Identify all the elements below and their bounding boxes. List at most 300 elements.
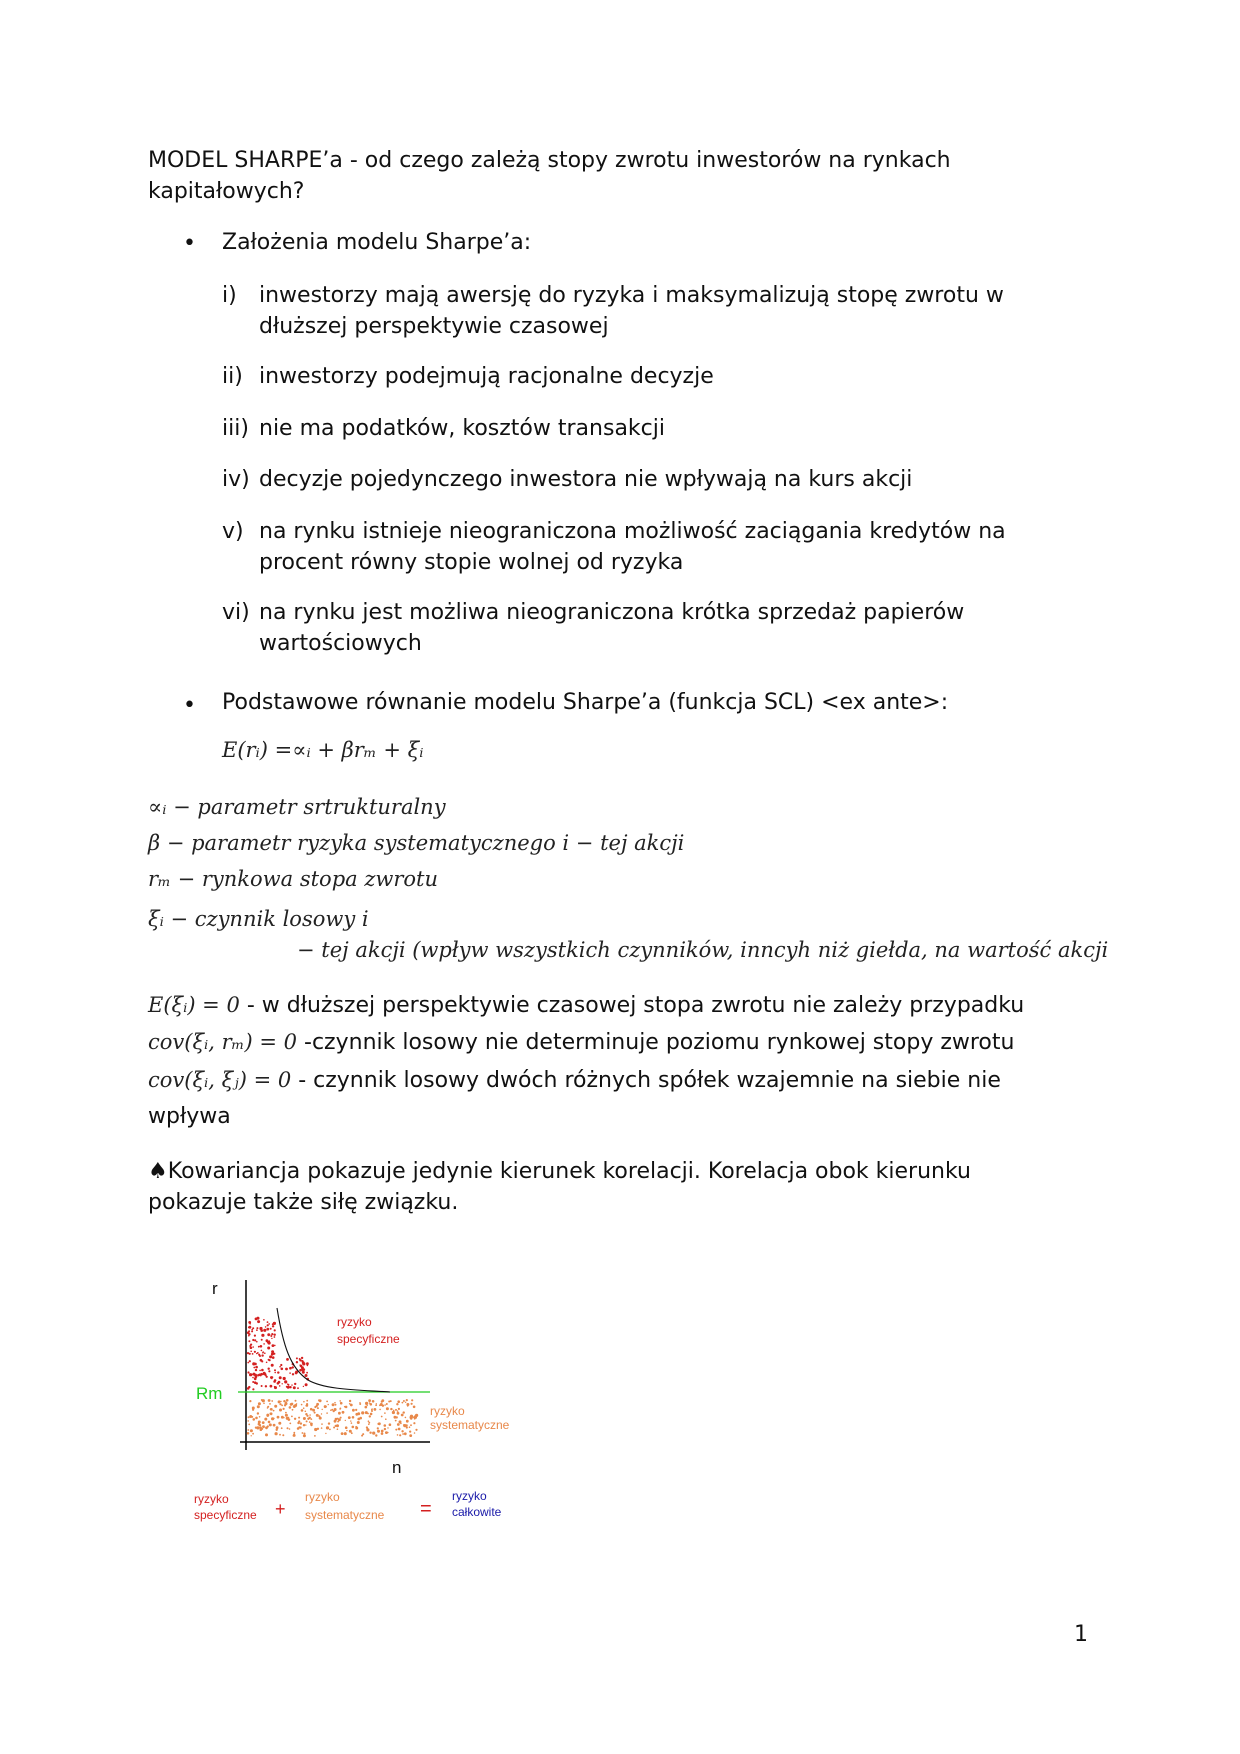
specific-risk-dot (296, 1361, 298, 1363)
specific-risk-dot (274, 1336, 276, 1338)
systematic-risk-dot (262, 1425, 265, 1428)
systematic-risk-dot (365, 1402, 368, 1405)
systematic-risk-dot (293, 1434, 296, 1437)
item-text: procent równy stopie wolnej od ryzyka (259, 550, 684, 575)
specific-risk-dot (248, 1321, 251, 1324)
systematic-risk-dot (381, 1416, 383, 1418)
definition-alpha: ∝ᵢ − parametr srtrukturalny (148, 795, 446, 819)
systematic-risk-dot (413, 1416, 415, 1418)
specific-risk-dot (306, 1372, 308, 1374)
systematic-risk-dot (405, 1402, 406, 1403)
systematic-risk-dot (339, 1400, 341, 1402)
systematic-risk-dot (314, 1428, 317, 1431)
systematic-risk-dot (334, 1402, 336, 1404)
systematic-risk-dot (265, 1433, 268, 1436)
systematic-risk-dot (305, 1411, 307, 1413)
systematic-risk-dot (355, 1426, 357, 1428)
systematic-risk-dot (321, 1413, 322, 1414)
specific-risk-dot (260, 1359, 263, 1362)
specific-risk-dot (302, 1371, 305, 1374)
specific-risk-dot (252, 1353, 254, 1355)
systematic-risk-dot (247, 1429, 249, 1431)
systematic-risk-dot (395, 1420, 397, 1422)
systematic-risk-dot (252, 1433, 254, 1435)
systematic-risk-dot (319, 1399, 322, 1402)
item-text: decyzje pojedynczego inwestora nie wpływają na kurs akcji (259, 467, 913, 492)
systematic-risk-dot (370, 1413, 373, 1416)
specific-risk-dot (248, 1326, 250, 1328)
specific-risk-dot (250, 1351, 252, 1353)
systematic-risk-dot (386, 1403, 388, 1405)
systematic-risk-dot (403, 1411, 405, 1413)
systematic-risk-dot (377, 1430, 380, 1433)
systematic-risk-dot (365, 1406, 368, 1409)
specific-risk-dot (256, 1341, 258, 1343)
systematic-risk-dot (309, 1417, 311, 1419)
systematic-risk-dot (268, 1421, 271, 1424)
specific-risk-dot (307, 1365, 309, 1367)
systematic-risk-dot (403, 1424, 406, 1427)
specific-risk-dot (261, 1369, 264, 1372)
systematic-risk-dot (253, 1418, 256, 1421)
item-text: dłuższej perspektywie czasowej (259, 314, 609, 339)
systematic-risk-dot (278, 1400, 281, 1403)
systematic-risk-dot (381, 1401, 383, 1403)
specific-risk-dot (292, 1373, 294, 1375)
systematic-risk-dot (345, 1420, 346, 1421)
systematic-risk-dot (284, 1404, 286, 1406)
specific-risk-dot (266, 1328, 269, 1331)
specific-risk-dot (252, 1339, 254, 1341)
systematic-risk-dot (303, 1417, 306, 1420)
systematic-risk-dot (377, 1423, 379, 1425)
condition-formula: E(ξᵢ) = 0 (148, 993, 240, 1017)
specific-risk-dot (268, 1323, 270, 1325)
systematic-risk-dot (276, 1429, 278, 1431)
systematic-risk-dot (335, 1425, 337, 1427)
specific-risk-dot (271, 1333, 273, 1335)
specific-risk-dot (251, 1329, 253, 1331)
specific-risk-dot (254, 1351, 256, 1353)
systematic-risk-dot (316, 1405, 318, 1407)
systematic-risk-dot (259, 1416, 261, 1418)
specific-risk-dot (272, 1344, 275, 1347)
systematic-risk-dot (286, 1399, 289, 1402)
systematic-risk-dot (306, 1400, 308, 1402)
systematic-risk-dot (265, 1426, 268, 1429)
systematic-risk-dot (291, 1416, 293, 1418)
systematic-risk-dot (369, 1432, 371, 1434)
specific-risk-dot (252, 1346, 254, 1348)
item-text: na rynku istnieje nieograniczona możliwość zaciągania kredytów na (259, 519, 1006, 544)
specific-risk-dot (247, 1387, 250, 1390)
systematic-risk-dot (279, 1434, 281, 1436)
systematic-risk-dot (281, 1416, 284, 1419)
specific-risk-dot (280, 1364, 282, 1366)
systematic-risk-dot (277, 1416, 280, 1419)
systematic-risk-dot (248, 1416, 250, 1418)
specific-risk-dot (257, 1352, 259, 1354)
specific-risk-area (247, 1317, 309, 1391)
systematic-risk-dot (310, 1408, 313, 1411)
main-equation: E(rᵢ) =∝ᵢ + βrₘ + ξᵢ (222, 738, 424, 762)
systematic-risk-dot (309, 1421, 311, 1423)
systematic-risk-dot (385, 1418, 387, 1420)
systematic-risk-dot (274, 1405, 277, 1408)
specific-risk-dot (293, 1386, 296, 1389)
systematic-risk-dot (249, 1415, 252, 1418)
item-number: vi) (222, 600, 250, 625)
title-line-2: kapitałowych? (148, 179, 305, 204)
systematic-risk-dot (328, 1422, 330, 1424)
systematic-risk-dot (257, 1412, 259, 1414)
systematic-risk-dot (368, 1424, 370, 1426)
systematic-risk-dot (374, 1408, 377, 1411)
specific-risk-dot (260, 1345, 263, 1348)
item-number: ii) (222, 364, 243, 389)
systematic-risk-dot (352, 1426, 355, 1429)
item-text: wartościowych (259, 631, 422, 656)
specific-risk-dot (267, 1321, 269, 1323)
specific-risk-dot (267, 1333, 270, 1336)
specific-risk-dot (247, 1331, 250, 1334)
specific-risk-dot (300, 1365, 303, 1368)
systematic-risk-dot (338, 1412, 341, 1415)
systematic-risk-dot (273, 1424, 276, 1427)
systematic-risk-dot (397, 1434, 399, 1436)
systematic-risk-dot (399, 1420, 402, 1423)
specific-risk-dot (259, 1370, 261, 1372)
systematic-risk-dot (303, 1424, 305, 1426)
specific-risk-dot (258, 1354, 260, 1356)
systematic-risk-dot (326, 1426, 329, 1429)
systematic-risk-dot (290, 1403, 293, 1406)
systematic-risk-dot (292, 1409, 294, 1411)
systematic-risk-dot (304, 1433, 306, 1435)
specific-risk-dot (249, 1353, 251, 1355)
specific-risk-dot (301, 1357, 303, 1359)
item-number: iii) (222, 416, 249, 441)
specific-risk-dot (263, 1343, 265, 1345)
specific-risk-dot (274, 1334, 276, 1336)
specific-risk-dot (251, 1374, 253, 1376)
systematic-risk-dot (305, 1413, 307, 1415)
systematic-risk-dot (267, 1415, 269, 1417)
specific-risk-dot (272, 1323, 274, 1325)
systematic-risk-dot (384, 1424, 387, 1427)
systematic-risk-dot (260, 1428, 263, 1431)
specific-risk-dot (268, 1359, 270, 1361)
systematic-risk-dot (303, 1407, 305, 1409)
specific-risk-dot (291, 1367, 293, 1369)
systematic-risk-dot (381, 1432, 384, 1435)
specific-risk-dot (264, 1352, 266, 1354)
systematic-risk-dot (413, 1422, 415, 1424)
specific-risk-dot (265, 1385, 267, 1387)
systematic-risk-dot (355, 1409, 357, 1411)
systematic-risk-dot (352, 1409, 355, 1412)
specific-risk-dot (279, 1366, 281, 1368)
specific-risk-dot (252, 1362, 255, 1365)
condition-continuation: wpływa (148, 1104, 231, 1129)
condition-text: -czynnik losowy nie determinuje poziomu rynkowej stopy zwrotu (297, 1030, 1015, 1055)
systematic-risk-dot (303, 1434, 306, 1437)
specific-risk-dot (249, 1360, 251, 1362)
systematic-risk-dot (384, 1404, 386, 1406)
specific-risk-dot (252, 1388, 254, 1390)
systematic-risk-dot (256, 1426, 259, 1429)
definition-beta: β − parametr ryzyka systematycznego i − tej akcji (148, 831, 685, 855)
systematic-risk-dot (269, 1413, 271, 1415)
systematic-risk-dot (283, 1408, 285, 1410)
specific-risk-dot (267, 1324, 269, 1326)
specific-risk-dot (254, 1339, 256, 1341)
systematic-risk-dot (379, 1409, 381, 1411)
list-item (222, 597, 1122, 659)
condition-text: - w dłuższej perspektywie czasowej stopa zwrotu nie zależy przypadku (239, 993, 1025, 1018)
specific-risk-dot (271, 1376, 273, 1378)
systematic-risk-dot (406, 1426, 408, 1428)
bullet-assumptions: • (183, 231, 196, 256)
systematic-risk-dot (372, 1400, 375, 1403)
systematic-risk-dot (280, 1401, 281, 1402)
systematic-risk-dot (301, 1409, 304, 1412)
specific-risk-dot (259, 1327, 262, 1330)
systematic-risk-dot (306, 1420, 308, 1422)
systematic-risk-dot (328, 1404, 329, 1405)
specific-risk-dot (261, 1350, 263, 1352)
systematic-risk-dot (389, 1423, 392, 1426)
systematic-risk-dot (298, 1420, 300, 1422)
systematic-risk-dot (281, 1405, 283, 1407)
systematic-risk-dot (344, 1432, 346, 1434)
specific-risk-dot (255, 1376, 258, 1379)
systematic-risk-dot (248, 1424, 250, 1426)
systematic-risk-dot (415, 1429, 417, 1431)
specific-risk-dot (286, 1358, 289, 1361)
title (148, 145, 951, 207)
systematic-risk-dot (349, 1430, 352, 1433)
systematic-risk-area (247, 1399, 419, 1437)
specific-risk-dot (285, 1368, 288, 1371)
systematic-risk-dot (384, 1412, 386, 1414)
systematic-risk-dot (409, 1434, 412, 1437)
systematic-risk-dot (397, 1423, 400, 1426)
systematic-risk-dot (333, 1427, 335, 1429)
definition-xi-cont: − tej akcji (wpływ wszystkich czynników, inncyh niż giełda, na wartość akcji (297, 938, 1109, 962)
list-item (222, 516, 1122, 578)
systematic-risk-dot (361, 1435, 363, 1437)
condition-row (148, 993, 1024, 1018)
specific-risk-dot (284, 1380, 287, 1383)
specific-risk-dot (270, 1385, 273, 1388)
systematic-risk-dot (368, 1420, 370, 1422)
systematic-risk-dot (371, 1409, 372, 1410)
risk-diagram (180, 1260, 540, 1540)
systematic-risk-dot (398, 1408, 400, 1410)
item-text: inwestorzy mają awersję do ryzyka i maksymalizują stopę zwrotu w (259, 283, 1004, 308)
systematic-risk-dot (401, 1430, 403, 1432)
systematic-risk-dot (411, 1399, 413, 1401)
systematic-risk-label-1: ryzyko (430, 1404, 465, 1418)
systematic-risk-dot (269, 1423, 272, 1426)
specific-risk-dot (291, 1384, 292, 1385)
systematic-risk-dot (310, 1423, 313, 1426)
specific-risk-dot (274, 1345, 276, 1347)
legend-specific-2: specyficzne (194, 1508, 257, 1522)
legend-plus: + (275, 1499, 286, 1519)
specific-risk-dot (287, 1386, 290, 1389)
systematic-risk-dot (267, 1407, 269, 1409)
specific-risk-dot (289, 1372, 291, 1374)
specific-risk-dot (270, 1335, 272, 1337)
specific-risk-dot (282, 1383, 283, 1384)
specific-risk-dot (256, 1327, 258, 1329)
definition-xi: ξᵢ − czynnik losowy i (148, 907, 369, 931)
specific-risk-dot (260, 1375, 262, 1377)
systematic-risk-dot (269, 1403, 271, 1405)
systematic-risk-dot (285, 1414, 288, 1417)
specific-risk-dot (275, 1380, 277, 1382)
x-axis-label: n (392, 1458, 402, 1477)
specific-risk-dot (254, 1335, 256, 1337)
specific-risk-dot (299, 1358, 301, 1360)
legend-total-1: ryzyko (452, 1489, 487, 1503)
total-risk-curve (277, 1308, 390, 1392)
rm-label: Rm (196, 1384, 223, 1403)
specific-risk-dot (299, 1369, 302, 1372)
systematic-risk-dot (305, 1424, 306, 1425)
systematic-risk-dot (369, 1415, 371, 1417)
systematic-risk-dot (324, 1405, 327, 1408)
systematic-risk-dot (301, 1404, 303, 1406)
systematic-risk-dot (325, 1433, 326, 1434)
systematic-risk-dot (386, 1407, 389, 1410)
systematic-risk-dot (359, 1403, 361, 1405)
bullet-equation: • (183, 693, 196, 718)
systematic-risk-dot (402, 1402, 404, 1404)
systematic-risk-dot (387, 1432, 389, 1434)
systematic-risk-dot (316, 1414, 319, 1417)
systematic-risk-dot (340, 1417, 342, 1419)
systematic-risk-dot (397, 1412, 400, 1415)
systematic-risk-dot (403, 1400, 405, 1402)
specific-risk-dot (279, 1385, 281, 1387)
systematic-risk-dot (405, 1417, 407, 1419)
systematic-risk-dot (415, 1417, 417, 1419)
systematic-risk-dot (407, 1405, 409, 1407)
systematic-risk-dot (309, 1414, 311, 1416)
list-item (222, 464, 1122, 495)
systematic-risk-dot (370, 1403, 373, 1406)
systematic-risk-dot (397, 1400, 400, 1403)
specific-risk-dot (255, 1369, 257, 1371)
systematic-risk-dot (279, 1409, 282, 1412)
specific-risk-dot (252, 1377, 254, 1379)
specific-risk-dot (267, 1347, 270, 1350)
systematic-risk-dot (326, 1412, 328, 1414)
specific-risk-dot (277, 1371, 279, 1373)
specific-risk-dot (271, 1350, 274, 1353)
systematic-risk-dot (411, 1403, 413, 1405)
systematic-risk-dot (293, 1432, 295, 1434)
item-number: v) (222, 519, 244, 544)
systematic-risk-dot (295, 1400, 297, 1402)
specific-risk-dot (269, 1355, 272, 1358)
specific-risk-dot (302, 1362, 305, 1365)
systematic-risk-dot (305, 1405, 307, 1407)
systematic-risk-dot (285, 1412, 287, 1414)
systematic-risk-dot (357, 1421, 360, 1424)
systematic-risk-dot (314, 1412, 316, 1414)
systematic-risk-dot (357, 1412, 360, 1415)
specific-risk-dot (305, 1374, 308, 1377)
systematic-risk-dot (273, 1410, 275, 1412)
specific-risk-dot (266, 1362, 268, 1364)
specific-risk-dot (305, 1383, 308, 1386)
specific-risk-dot (261, 1339, 263, 1341)
systematic-risk-dot (346, 1430, 347, 1431)
systematic-risk-dot (329, 1429, 331, 1431)
specific-risk-dot (252, 1381, 254, 1383)
page-number: 1 (1074, 1622, 1088, 1647)
systematic-risk-dot (366, 1427, 368, 1429)
systematic-risk-dot (294, 1418, 296, 1420)
systematic-risk-dot (409, 1426, 411, 1428)
specific-risk-dot (272, 1325, 274, 1327)
specific-risk-dot (303, 1386, 304, 1387)
systematic-risk-dot (401, 1414, 404, 1417)
systematic-risk-dot (335, 1418, 338, 1421)
condition-row (148, 1068, 1001, 1093)
systematic-risk-dot (322, 1409, 323, 1410)
note (148, 1156, 971, 1218)
systematic-risk-dot (376, 1403, 377, 1404)
systematic-risk-dot (289, 1406, 292, 1409)
specific-risk-dot (262, 1335, 264, 1337)
specific-risk-dot (261, 1354, 263, 1356)
systematic-risk-dot (409, 1431, 411, 1433)
systematic-risk-dot (289, 1423, 291, 1425)
list-item (222, 361, 1122, 392)
systematic-risk-dot (395, 1409, 397, 1411)
systematic-risk-dot (384, 1428, 386, 1430)
systematic-risk-dot (344, 1406, 346, 1408)
legend-specific-1: ryzyko (194, 1492, 229, 1506)
systematic-risk-dot (283, 1400, 285, 1402)
systematic-risk-dot (402, 1433, 404, 1435)
systematic-risk-dot (321, 1423, 323, 1425)
specific-risk-dot (283, 1377, 286, 1380)
specific-risk-dot (247, 1371, 249, 1373)
item-text: nie ma podatków, kosztów transakcji (259, 416, 665, 441)
systematic-risk-dot (387, 1427, 388, 1428)
list-item (222, 280, 1122, 342)
systematic-risk-dot (345, 1426, 348, 1429)
systematic-risk-dot (282, 1434, 284, 1436)
systematic-risk-dot (302, 1432, 304, 1434)
systematic-risk-dot (410, 1417, 413, 1420)
condition-formula: cov(ξᵢ, ξⱼ) = 0 (148, 1068, 292, 1092)
systematic-risk-dot (351, 1432, 353, 1434)
specific-risk-dot (263, 1329, 266, 1332)
systematic-risk-dot (288, 1417, 289, 1418)
systematic-risk-dot (279, 1403, 281, 1405)
systematic-risk-dot (341, 1432, 344, 1435)
systematic-risk-dot (330, 1409, 332, 1411)
systematic-risk-dot (314, 1435, 316, 1437)
specific-risk-dot (295, 1372, 298, 1375)
